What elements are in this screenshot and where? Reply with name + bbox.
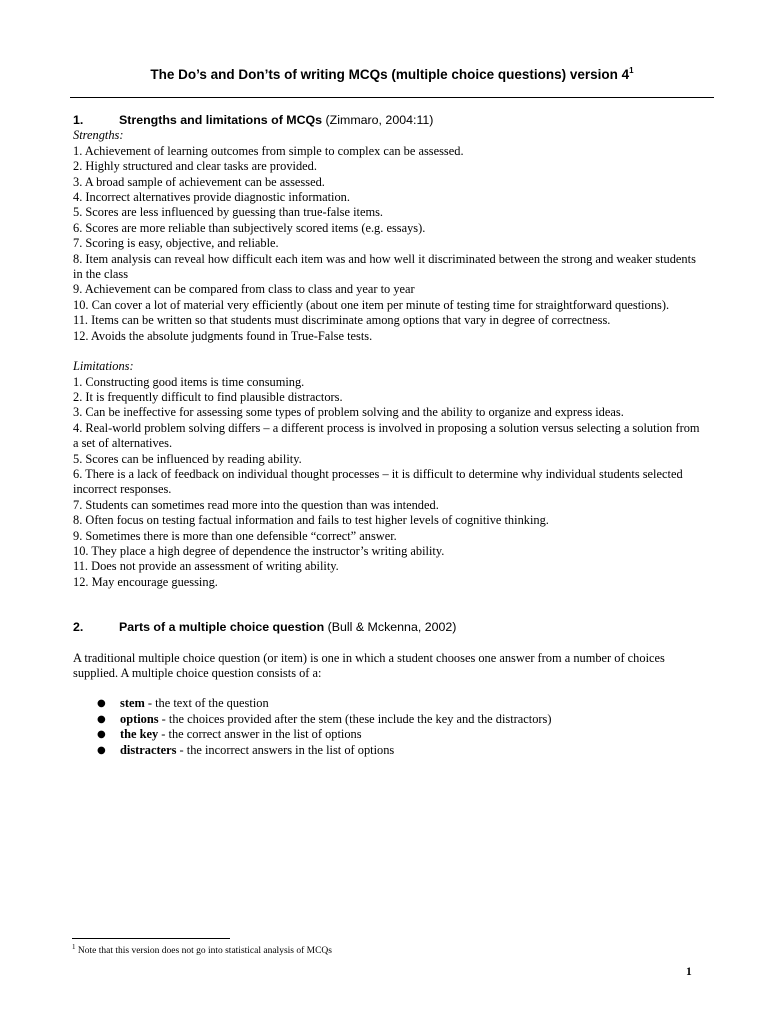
section-1-heading (73, 113, 703, 128)
footnote-text: Note that this version does not go into statistical analysis of MCQs (75, 946, 332, 956)
document-title-text: The Do’s and Don’ts of writing MCQs (multiple choice questions) version 4 (150, 67, 630, 82)
question-part-item (73, 712, 703, 727)
limitation-item: 9. Sometimes there is more than one defensible “correct” answer. (73, 528, 397, 543)
bullet-icon: ● (97, 713, 106, 725)
strength-item: 5. Scores are less influenced by guessing than true-false items. (73, 205, 384, 220)
bullet-icon: ● (97, 698, 106, 710)
question-parts-list (73, 696, 703, 758)
strengths-list (73, 144, 703, 344)
bullet-icon: ● (97, 744, 106, 756)
section-2-intro: A traditional multiple choice question (or item) is one in which a student chooses one answer from a number of choices supplied. A multiple choice question consists of a: (73, 650, 665, 680)
document-title (70, 66, 714, 82)
strength-item: 12. Avoids the absolute judgments found in True-False tests. (73, 328, 373, 343)
limitation-item: 6. There is a lack of feedback on individual thought processes – it is difficult to determine why individual students selected incorrect responses. (73, 466, 683, 497)
part-description: - the correct answer in the list of options (158, 727, 362, 742)
limitation-item: 8. Often focus on testing factual information and fails to test higher levels of cognitive thinking. (73, 513, 549, 528)
section-2-title: Parts of a multiple choice question (119, 620, 325, 635)
part-description: - the incorrect answers in the list of options (176, 742, 395, 757)
strength-item: 4. Incorrect alternatives provide diagnostic information. (73, 190, 350, 205)
limitation-item: 11. Does not provide an assessment of writing ability. (73, 559, 339, 574)
section-2-heading (73, 620, 703, 635)
limitation-item: 3. Can be ineffective for assessing some types of problem solving and the ability to organize and express ideas. (73, 405, 624, 420)
bullet-icon: ● (97, 729, 106, 741)
limitations-list (73, 375, 703, 591)
section-2-citation: (Bull & Mckenna, 2002) (327, 620, 457, 635)
document-body (73, 113, 703, 758)
part-term: options (120, 711, 159, 726)
limitation-item: 12. May encourage guessing. (73, 574, 218, 589)
part-term: distracters (120, 742, 177, 757)
strength-item: 3. A broad sample of achievement can be assessed. (73, 174, 325, 189)
title-divider (70, 97, 714, 98)
part-term: the key (120, 727, 159, 742)
limitation-item: 2. It is frequently difficult to find plausible distractors. (73, 389, 343, 404)
part-term: stem (120, 696, 145, 711)
strength-item: 2. Highly structured and clear tasks are provided. (73, 159, 317, 174)
question-part-item (73, 727, 703, 742)
section-1-number: 1. (73, 113, 84, 127)
strengths-label: Strengths: (73, 128, 124, 143)
strength-item: 8. Item analysis can reveal how difficult each item was and how well it discriminated between the strong and weaker students in the class (73, 251, 696, 282)
strength-item: 7. Scoring is easy, objective, and reliable. (73, 236, 279, 251)
strength-item: 6. Scores are more reliable than subjectively scored items (e.g. essays). (73, 220, 426, 235)
section-2-number: 2. (73, 620, 84, 635)
section-1-citation: (Zimmaro, 2004:11) (325, 113, 434, 127)
question-part-item (73, 743, 703, 758)
strength-item: 10. Can cover a lot of material very efficiently (about one item per minute of testing time for straightforward questions). (73, 297, 670, 312)
section-1-title: Strengths and limitations of MCQs (119, 113, 323, 127)
page-number: 1 (686, 966, 692, 978)
strength-item: 11. Items can be written so that students must discriminate among options that vary in degree of correctness. (73, 313, 611, 328)
limitation-item: 4. Real-world problem solving differs – a different process is involved in proposing a solution versus selecting a solution from a set of alternatives. (73, 420, 700, 451)
limitation-item: 1. Constructing good items is time consuming. (73, 374, 305, 389)
limitations-label: Limitations: (73, 359, 134, 374)
limitation-item: 5. Scores can be influenced by reading ability. (73, 451, 302, 466)
part-description: - the choices provided after the stem (these include the key and the distractors) (158, 711, 552, 726)
strength-item: 1. Achievement of learning outcomes from simple to complex can be assessed. (73, 143, 464, 158)
footnote-divider (72, 938, 230, 939)
limitation-item: 7. Students can sometimes read more into the question than was intended. (73, 497, 439, 512)
footnote-mark: 1 (72, 943, 76, 951)
footnote (72, 941, 712, 957)
title-footnote-mark: 1 (629, 66, 634, 75)
strength-item: 9. Achievement can be compared from class to class and year to year (73, 282, 415, 297)
part-description: - the text of the question (144, 696, 269, 711)
limitation-item: 10. They place a high degree of dependence the instructor’s writing ability. (73, 543, 445, 558)
question-part-item (73, 696, 703, 711)
